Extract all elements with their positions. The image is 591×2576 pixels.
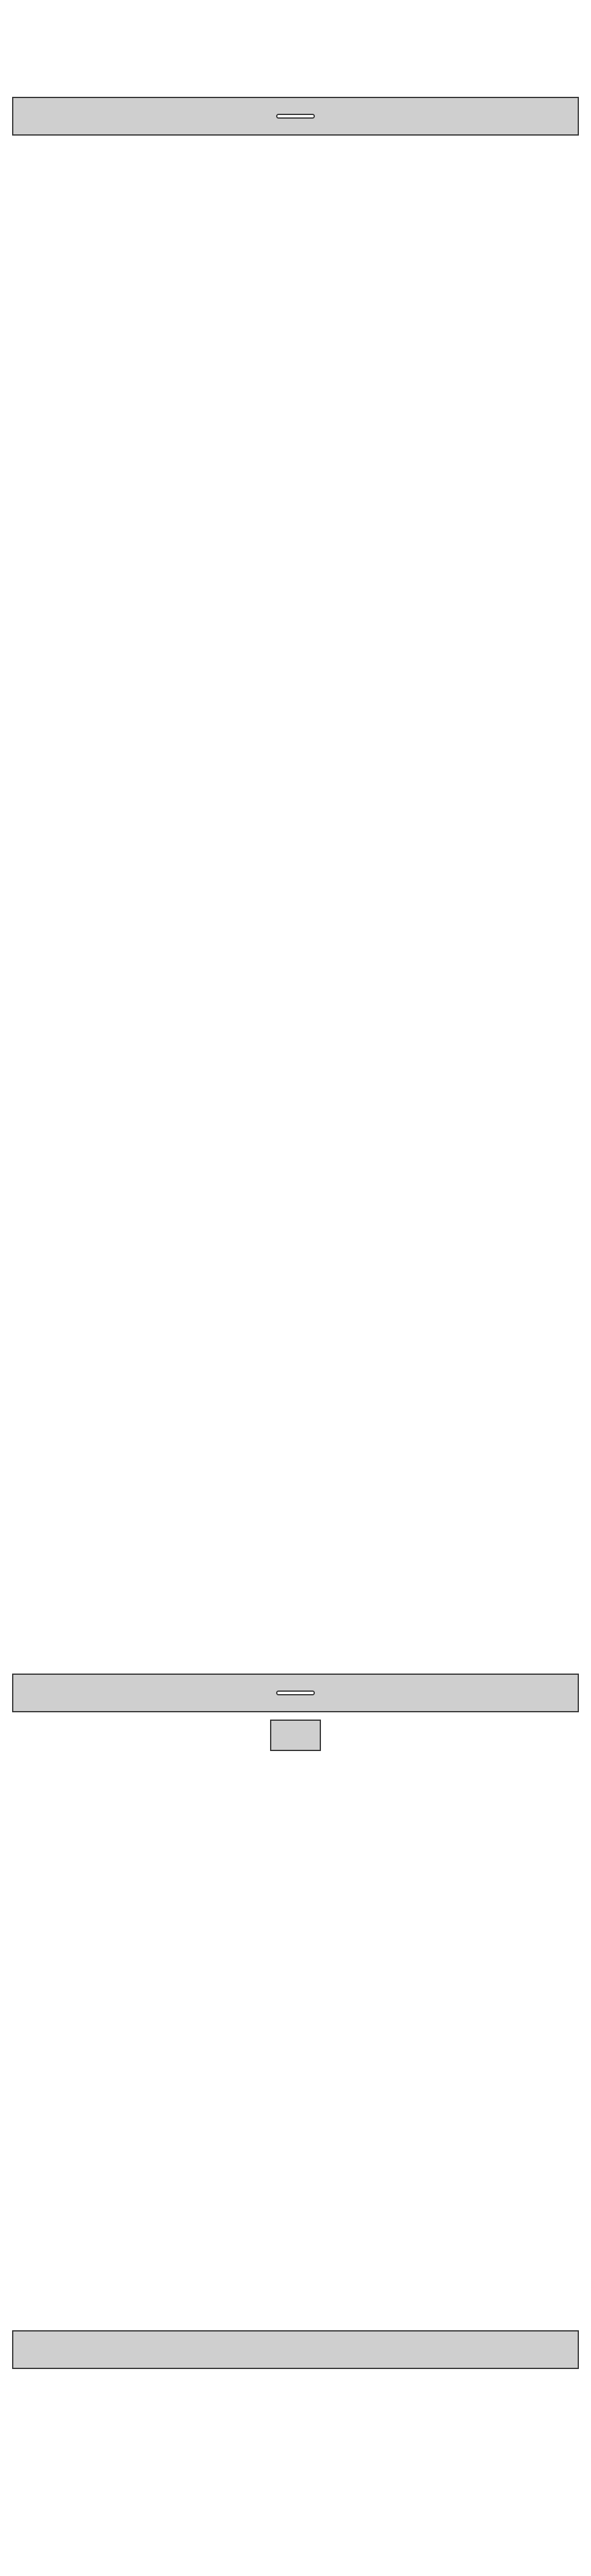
- part-one-label: [270, 1720, 321, 1751]
- objective-bar: [12, 97, 579, 136]
- subjective-section-label: [276, 1690, 315, 1695]
- objective-section-label: [276, 114, 315, 119]
- part-one-heading: [0, 1722, 591, 1749]
- subjective-bar: [12, 1674, 579, 1712]
- part-two-bar: [12, 2330, 579, 2369]
